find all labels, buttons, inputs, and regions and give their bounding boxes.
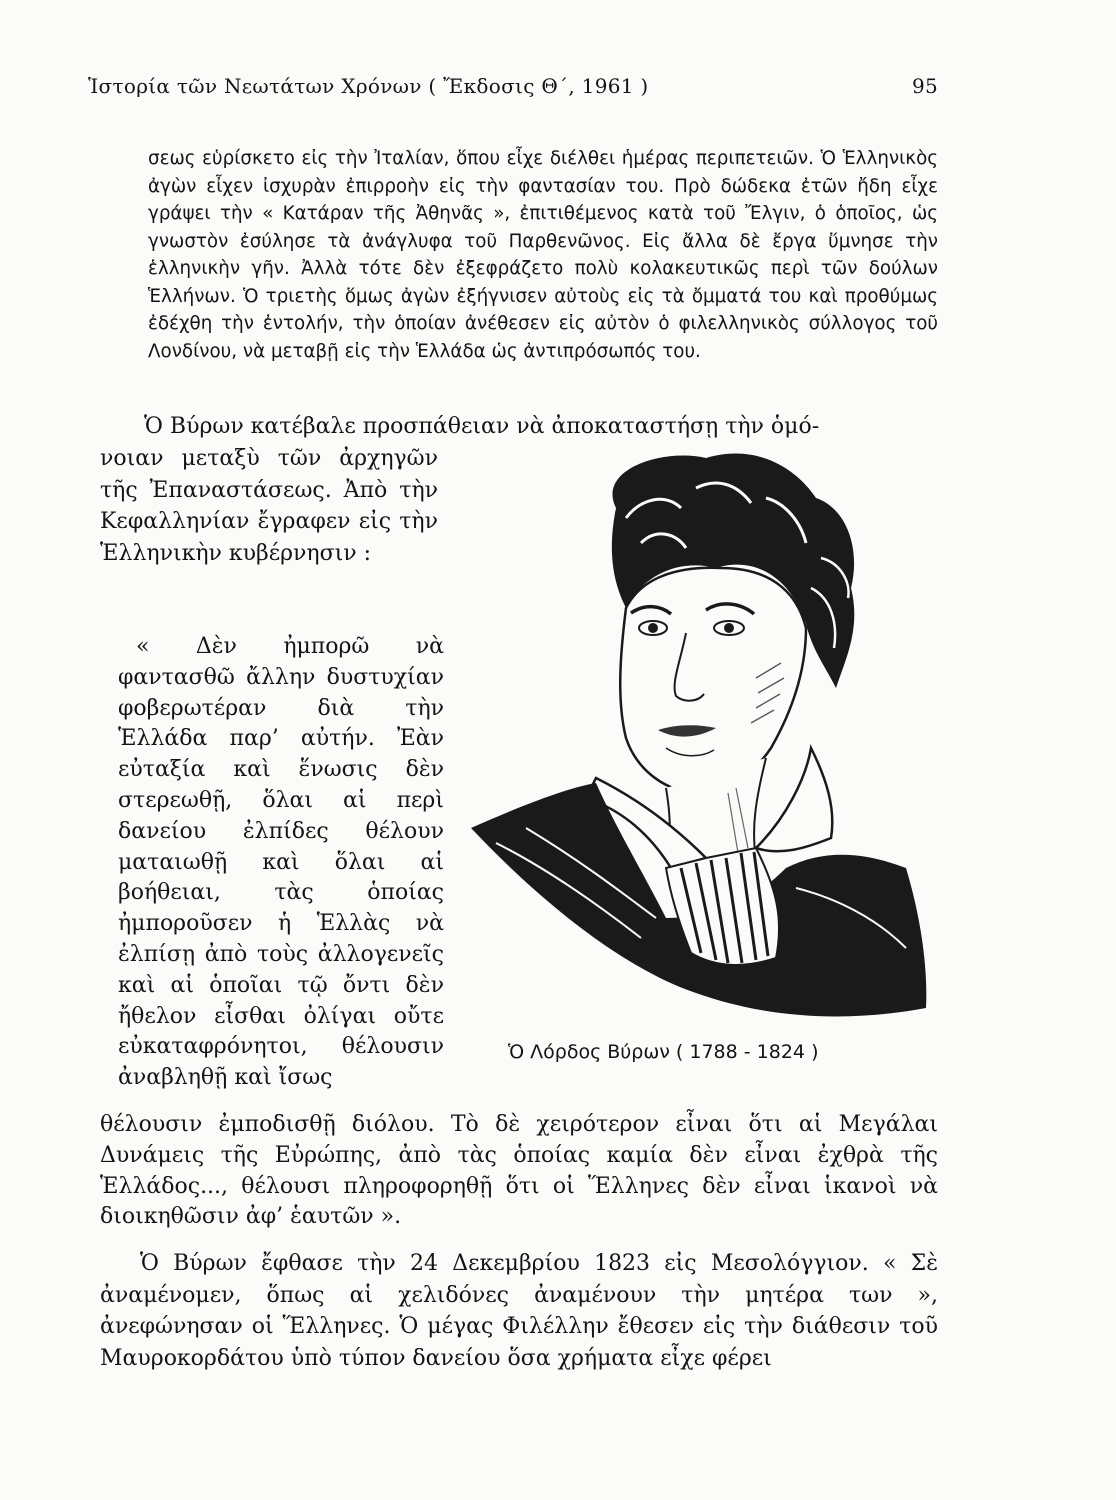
running-title: Ἱστορία τῶν Νεωτάτων Χρόνων ( Ἔκδοσις Θ΄, 1961 ) (88, 74, 649, 98)
small-print-paragraph-block (148, 145, 938, 365)
byron-paragraph-first-line: Ὁ Βύρων κατέβαλε προσπάθειαν νὰ ἀποκαταστήσῃ τὴν ὁμό- (144, 414, 820, 439)
lord-byron-portrait-engraving (466, 448, 936, 1038)
byron-letter-quote-end: θέλουσιν ἐμποδισθῇ διόλου. Τὸ δὲ χειρότερον εἶναι ὅτι αἱ Μεγάλαι Δυνάμεις τῆς Εὐρώπης, ἀπὸ τὰς ὁποίας καμία δὲν εἶναι ἐχθρὰ τῆς Ἑλλάδος..., θέλουσι πληροφορηθῇ ὅτι οἱ Ἕλληνες δὲν εἶναι ἱκανοὶ νὰ διοικηθῶσιν ἀφ’ ἑαυτῶν ». (100, 1112, 938, 1230)
page-header (88, 74, 938, 108)
mesolongi-paragraph-block (100, 1248, 938, 1374)
face (620, 568, 806, 793)
portrait-caption: Ὁ Λόρδος Βύρων ( 1788 - 1824 ) (508, 1041, 819, 1063)
byron-paragraph-head (88, 411, 938, 443)
left-text-column (100, 443, 438, 569)
byron-paragraph-continuation: νοιαν μεταξὺ τῶν ἀρχηγῶν τῆς Ἐπαναστάσεως. Ἀπὸ τὴν Κεφαλληνίαν ἔγραφεν εἰς τὴν Ἑλληνικὴν κυβέρνησιν : (100, 446, 438, 566)
mesolongi-paragraph: Ὁ Βύρων ἔφθασε τὴν 24 Δεκεμβρίου 1823 εἰς Μεσολόγγιον. « Σὲ ἀναμένομεν, ὅπως αἱ χελιδόνες ἀναμένουν τὴν μητέρα των », ἀνεφώνησαν οἱ Ἕλληνες. Ὁ μέγας Φιλέλλην ἔθεσεν εἰς τὴν διάθεσιν τοῦ Μαυροκορδάτου ὑπὸ τύπον δανείου ὅσα χρήματα εἶχε φέρει (100, 1251, 938, 1371)
quote-continuation-block (100, 1110, 938, 1233)
page-number: 95 (911, 74, 938, 98)
byron-letter-quote: « Δὲν ἠμπορῶ νὰ φαντασθῶ ἄλλην δυστυχίαν φοβερωτέραν διὰ τὴν Ἑλλάδα παρ’ αὐτήν. Ἐὰν εὐταξία καὶ ἕνωσις δὲν στερεωθῇ, ὅλαι αἱ περὶ δανείου ἐλπίδες θέλουν ματαιωθῇ καὶ ὅλαι αἱ βοήθειαι, τὰς ὁποίας ἠμποροῦσεν ἡ Ἑλλὰς νὰ ἐλπίσῃ ἀπὸ τοὺς ἀλλογενεῖς καὶ αἱ ὁποῖαι τῷ ὄντι δὲν ἤθελον εἶσθαι ὀλίγαι οὔτε εὐκαταφρόνητοι, θέλουσιν ἀναβληθῇ καὶ ἴσως (118, 634, 444, 1091)
quote-column (118, 632, 444, 1094)
small-paragraph: σεως εὑρίσκετο εἰς τὴν Ἰταλίαν, ὅπου εἶχε διέλθει ἡμέρας περιπετειῶν. Ὁ Ἑλληνικὸς ἀγὼν εἶχεν ἰσχυρὰν ἐπιρροὴν εἰς τὴν φαντασίαν του. Πρὸ δώδεκα ἐτῶν ἤδη εἶχε γράψει τὴν « Κατάραν τῆς Ἀθηνᾶς », ἐπιτιθέμενος κατὰ τοῦ Ἔλγιν, ὁ ὁποῖος, ὡς γνωστὸν ἐσύλησε τὰ ἀνάγλυφα τοῦ Παρθενῶνος. Εἰς ἄλλα δὲ ἔργα ὕμνησε τὴν ἑλληνικὴν γῆν. Ἀλλὰ τότε δὲν ἐξεφράζετο πολὺ κολακευτικῶς περὶ τῶν δούλων Ἑλλήνων. Ὁ τριετὴς ὅμως ἀγὼν ἐξήγνισεν αὐτοὺς εἰς τὰ ὄμματά του καὶ προθύμως ἐδέχθη τὴν ἐντολήν, τὴν ὁποίαν ἀνέθεσεν εἰς αὐτὸν ὁ φιλελληνικὸς σύλλογος τοῦ Λονδίνου, νὰ μεταβῇ εἰς τὴν Ἑλλάδα ὡς ἀντιπρόσωπός του. (148, 148, 938, 362)
